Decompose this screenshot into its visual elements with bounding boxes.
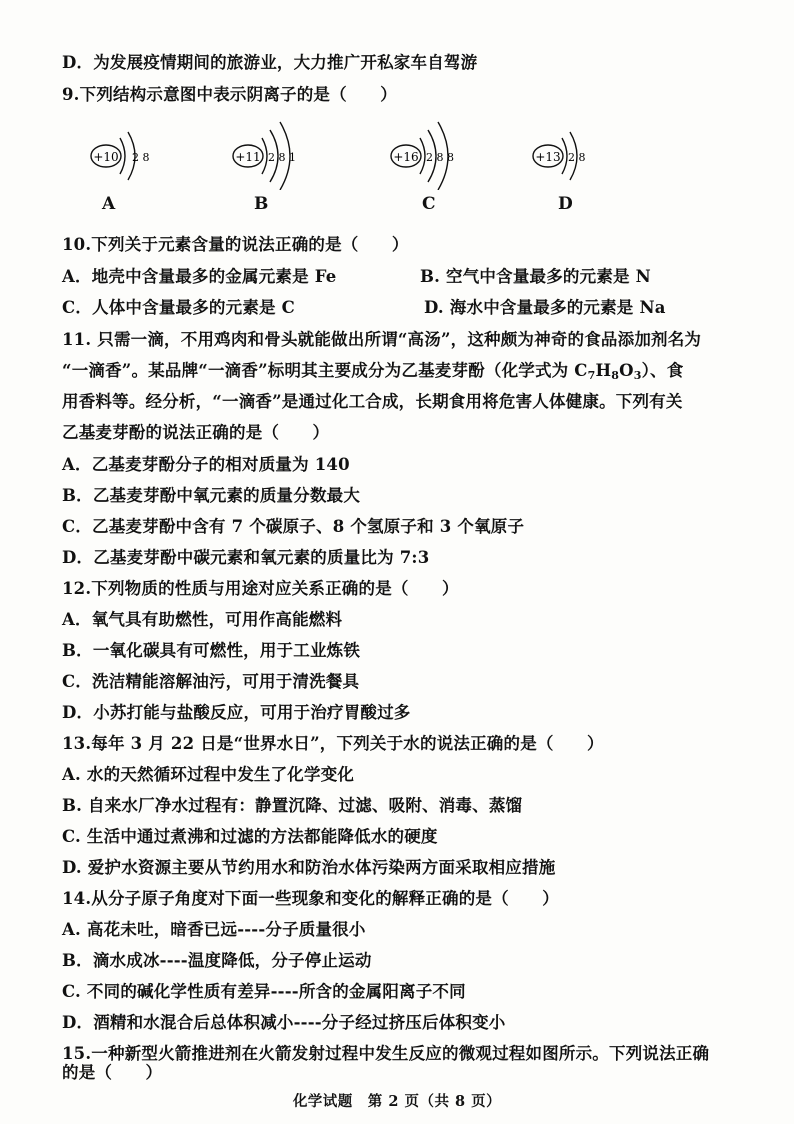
q15-line2: 的是（ ） [62,1063,163,1082]
q12-stem: 12.下列物质的性质与用途对应关系正确的是（ ） [62,579,459,598]
atom-a-nucleus: +10 [93,150,119,164]
formula-sub-7: 7 [587,369,596,382]
atom-diagram-b [230,110,370,220]
q11-option-d: D．乙基麦芽酚中碳元素和氧元素的质量比为 7:3 [62,548,430,567]
q11-line4: 乙基麦芽酚的说法正确的是（ ） [62,423,330,442]
atom-c-nucleus: +16 [393,150,419,164]
atom-c-label: C [422,194,436,214]
atom-b-shells [230,110,370,190]
formula-o: O [619,361,634,380]
atom-c-shells [388,110,528,190]
q13-option-c: C. 生活中通过煮沸和过滤的方法都能降低水的硬度 [62,827,438,846]
q14-option-b: B．滴水成冰----温度降低，分子停止运动 [62,951,372,970]
atom-a-shells [80,110,220,190]
atom-a-label: A [102,194,116,214]
q11-option-c: C．乙基麦芽酚中含有 7 个碳原子、8 个氢原子和 3 个氧原子 [62,517,525,536]
q12-option-a: A．氧气具有助燃性，可用作高能燃料 [62,610,343,629]
q14-option-a: A. 高花未吐，暗香已远----分子质量很小 [62,920,366,939]
q11-line2-text: “一滴香”。某品牌“一滴香”标明其主要成分为乙基麦芽酚（化学式为 C [62,361,588,380]
q12-option-b: B．一氧化碳具有可燃性，用于工业炼铁 [62,641,361,660]
atom-d-nucleus: +13 [535,150,561,164]
q11-line2 [62,360,683,387]
atom-d-shells [530,110,670,190]
page-footer: 化学试题 第 2 页（共 8 页） [292,1093,502,1110]
atom-b-nucleus: +11 [235,150,261,164]
q11-option-a: A．乙基麦芽酚分子的相对质量为 140 [62,455,350,474]
q10-option-a: A．地壳中含量最多的金属元素是 Fe [62,267,337,286]
q13-stem: 13.每年 3 月 22 日是“世界水日”，下列关于水的说法正确的是（ ） [62,734,604,753]
atom-structure-diagrams [62,110,662,220]
q13-option-a: A. 水的天然循环过程中发生了化学变化 [62,765,355,784]
q14-option-c: C. 不同的碱化学性质有差异----所含的金属阳离子不同 [62,982,466,1001]
q13-option-b: B. 自来水厂净水过程有：静置沉降、过滤、吸附、消毒、蒸馏 [62,796,523,815]
q10-option-b: B. 空气中含量最多的元素是 N [420,267,651,286]
atom-d-label: D [558,194,573,214]
q15-line1: 15.一种新型火箭推进剂在火箭发射过程中发生反应的微观过程如图所示。下列说法正确 [62,1044,710,1063]
q10-option-c: C．人体中含量最多的元素是 C [62,298,296,317]
q14-option-d: D．酒精和水混合后总体积减小----分子经过挤压后体积变小 [62,1013,506,1032]
formula-sub-8: 8 [611,369,620,382]
q9-stem: 9.下列结构示意图中表示阴离子的是（ ） [62,85,397,104]
atom-d-electrons: 2 8 [568,151,586,164]
atom-diagram-d [530,110,670,220]
q10-stem: 10.下列关于元素含量的说法正确的是（ ） [62,235,409,254]
q11-line3: 用香料等。经分析，“一滴香”是通过化工合成，长期食用将危害人体健康。下列有关 [62,392,683,411]
q13-option-d: D. 爱护水资源主要从节约用水和防治水体污染两方面采取相应措施 [62,858,556,877]
q14-stem: 14.从分子原子角度对下面一些现象和变化的解释正确的是（ ） [62,889,559,908]
q10-options-cd [62,297,666,319]
atom-a-electrons: 2 8 [132,151,150,164]
q10-options-ab [62,266,651,288]
atom-diagram-c [388,110,528,220]
q11-line1: 11. 只需一滴，不用鸡肉和骨头就能做出所谓“高汤”，这种颇为神奇的食品添加剂名为 [62,330,702,349]
atom-diagram-a [80,110,220,220]
q10-option-d: D. 海水中含量最多的元素是 Na [424,298,666,317]
formula-h: H [595,361,612,380]
formula-sub-3: 3 [633,369,642,382]
atom-c-electrons: 2 8 8 [426,151,454,164]
q12-option-d: D．小苏打能与盐酸反应，可用于治疗胃酸过多 [62,703,411,722]
atom-b-electrons: 2 8 1 [268,151,296,164]
q12-option-c: C．洗洁精能溶解油污，可用于清洗餐具 [62,672,360,691]
q11-option-b: B．乙基麦芽酚中氧元素的质量分数最大 [62,486,361,505]
atom-b-label: B [254,194,269,214]
q8-option-d: D．为发展疫情期间的旅游业，大力推广开私家车自驾游 [62,53,478,72]
q11-line2-end: ）、食 [641,361,684,380]
